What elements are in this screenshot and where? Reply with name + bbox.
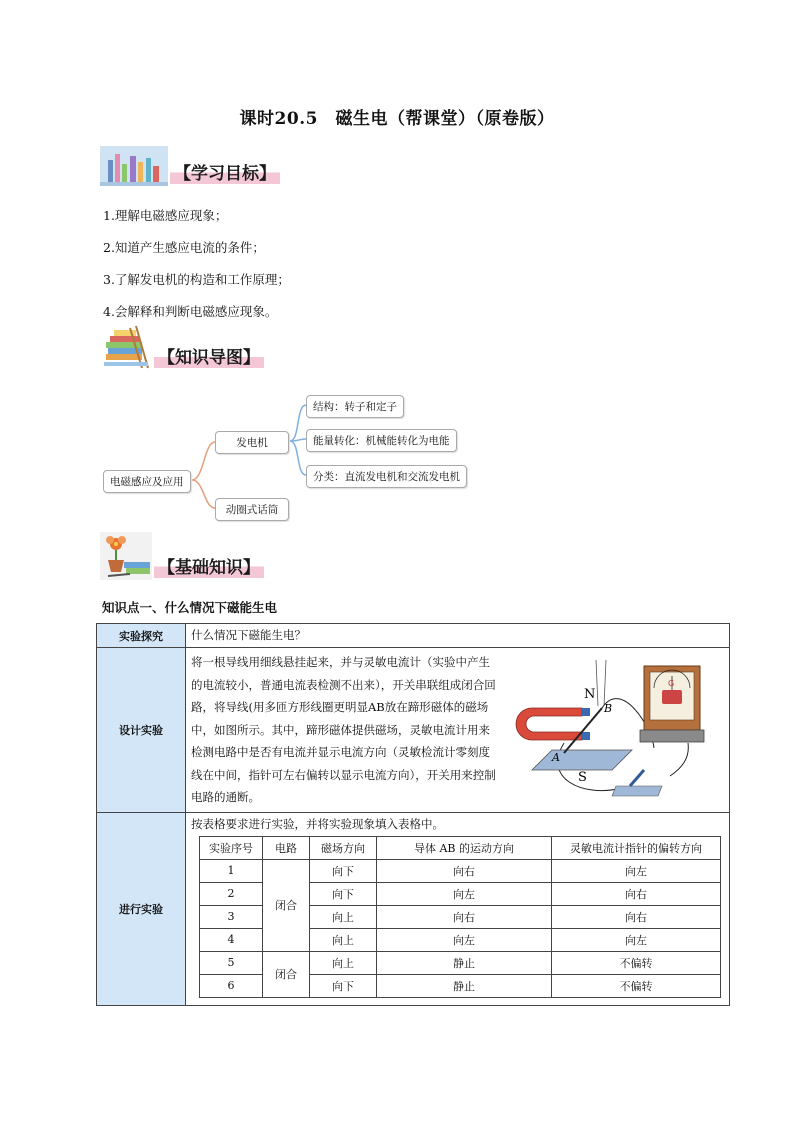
- cell-motion: 向右: [377, 859, 552, 882]
- figure-label-A: A: [552, 751, 560, 764]
- cell-motion: 静止: [377, 974, 552, 997]
- cell-motion: 向左: [377, 928, 552, 951]
- goal-item: 3.了解发电机的构造和工作原理；: [103, 272, 290, 287]
- cell-no: 5: [200, 951, 263, 974]
- cell-deflect: 向左: [552, 928, 721, 951]
- cell-deflect: 向左: [552, 859, 721, 882]
- section-mindmap-label: 【知识导图】: [154, 343, 264, 368]
- figure-label-N: N: [584, 687, 596, 702]
- cell-motion: 向左: [377, 882, 552, 905]
- table-row: [200, 951, 721, 974]
- section-basics-label: 【基础知识】: [154, 553, 264, 578]
- cell-no: 4: [200, 928, 263, 951]
- cell-no: 2: [200, 882, 263, 905]
- flower-pot-icon: [100, 532, 152, 580]
- cell-deflect: 不偏转: [552, 974, 721, 997]
- cell-motion: 向右: [377, 905, 552, 928]
- col-header: 灵敏电流计指针的偏转方向: [552, 836, 721, 859]
- cell-deflect: 向右: [552, 905, 721, 928]
- mindmap-branch-generator: 发电机: [215, 431, 289, 454]
- design-description: 将一根导线用细线悬挂起来，并与灵敏电流计（实验中产生的电流较小，普通电流表检测不出来），开关串联组成闭合回路，将导线(用多匝方形线圈更明显AB放在蹄形磁体的磁场中，如图所示。其中，蹄形磁体提供磁场，灵敏电流计用来检测电路中是否有电流并显示电流方向（灵敏检流计零刻度线在中间，指针可左右偏转以显示电流方向），开关用来控制电路的通断。: [191, 655, 496, 804]
- cell-field: 向下: [310, 882, 377, 905]
- row-conduct-content: [186, 812, 730, 1005]
- mindmap-leaf: 能量转化：机械能转化为电能: [306, 429, 457, 452]
- cell-field: 向上: [310, 905, 377, 928]
- section-basics-header: [100, 532, 264, 580]
- cell-field: 向上: [310, 928, 377, 951]
- table-row: [200, 859, 721, 882]
- cell-motion: 静止: [377, 951, 552, 974]
- knowledge-point-title: 知识点一、什么情况下磁能生电: [102, 600, 278, 615]
- goal-item: 2.知道产生感应电流的条件；: [103, 240, 265, 255]
- figure-label-S: S: [578, 770, 587, 785]
- mindmap-leaf: 结构：转子和定子: [306, 395, 404, 418]
- col-header: 磁场方向: [310, 836, 377, 859]
- col-header: 电路: [263, 836, 310, 859]
- cell-circuit: 闭合: [263, 951, 310, 997]
- row-label-design: 设计实验: [97, 648, 186, 813]
- cell-no: 1: [200, 859, 263, 882]
- cell-deflect: 向右: [552, 882, 721, 905]
- row-label-conduct: 进行实验: [97, 812, 186, 1005]
- cell-field: 向下: [310, 859, 377, 882]
- goal-item: 1.理解电磁感应现象；: [103, 208, 228, 223]
- col-header: 导体 AB 的运动方向: [377, 836, 552, 859]
- cell-field: 向下: [310, 974, 377, 997]
- row-design-content: [186, 648, 730, 813]
- cell-deflect: 不偏转: [552, 951, 721, 974]
- figure-label-G: G: [668, 679, 675, 688]
- section-goals-label: 【学习目标】: [170, 159, 280, 184]
- mindmap-leaf: 分类：直流发电机和交流发电机: [306, 465, 467, 488]
- row-text-explore: 什么情况下磁能生电？: [186, 624, 730, 648]
- experiment-figure: [512, 658, 706, 808]
- results-table: [199, 836, 721, 998]
- figure-label-B: B: [604, 702, 613, 715]
- row-label-explore: 实验探究: [97, 624, 186, 648]
- mindmap-root: 电磁感应及应用: [103, 470, 191, 493]
- goal-item: 4.会解释和判断电磁感应现象。: [103, 304, 278, 319]
- col-header: 实验序号: [200, 836, 263, 859]
- cell-circuit: 闭合: [263, 859, 310, 951]
- page-title: 课时20.5 磁生电（帮课堂）（原卷版）: [239, 109, 555, 129]
- experiment-table: [96, 623, 730, 1006]
- conduct-instruction: 按表格要求进行实验，并将实验现象填入表格中。: [191, 816, 444, 831]
- cell-field: 向上: [310, 951, 377, 974]
- cell-no: 3: [200, 905, 263, 928]
- cell-no: 6: [200, 974, 263, 997]
- mindmap-branch-microphone: 动圈式话筒: [215, 498, 289, 521]
